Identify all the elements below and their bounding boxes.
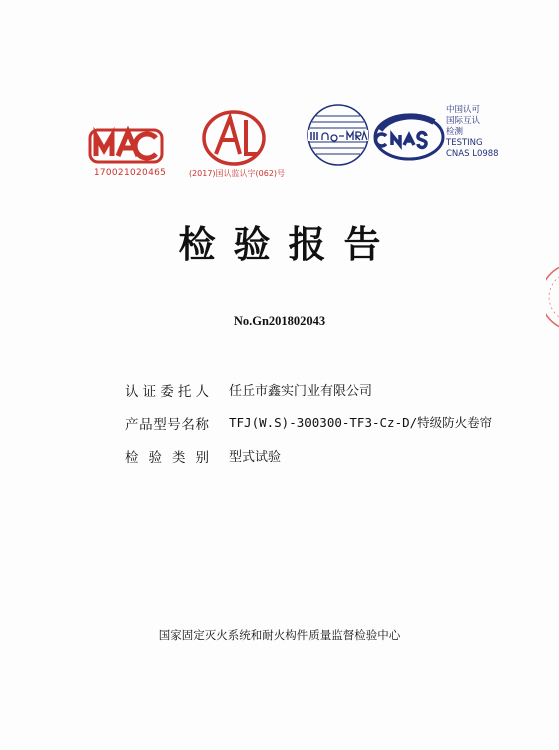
field-label-inspection-type	[125, 446, 209, 466]
cma-code: 170021020465	[93, 168, 167, 178]
cma-logo	[88, 120, 164, 172]
label-char: 产	[125, 417, 139, 433]
label-char: 委	[160, 384, 174, 400]
label-char: 称	[195, 417, 209, 433]
document-title: 检验报告	[178, 223, 399, 266]
label-char: 名	[181, 417, 195, 433]
cnas-accreditation-text	[446, 105, 499, 160]
field-value-inspection-type: 型式试验	[229, 450, 282, 465]
report-number: No.Gn201802043	[233, 314, 326, 328]
partial-seal-stamp	[546, 262, 559, 332]
label-char: 证	[142, 384, 157, 400]
label-char: 型	[153, 417, 167, 433]
cal-logo	[200, 108, 268, 168]
cnas-line: TESTING	[446, 138, 483, 148]
field-value-product: TFJ(W.S)-300300-TF3-Cz-D/特级防火卷帘	[229, 415, 493, 430]
label-char: 认	[125, 384, 139, 400]
field-label-product	[125, 413, 209, 433]
label-char: 品	[139, 417, 153, 433]
label-char: 类	[172, 450, 186, 466]
label-char: 托	[177, 384, 192, 400]
label-char: 人	[195, 384, 209, 400]
cnas-line: CNAS L0988	[446, 149, 499, 159]
field-value-client: 任丘市鑫实门业有限公司	[229, 384, 373, 399]
cnas-line: 国际互认	[446, 116, 481, 126]
label-char: 别	[195, 450, 209, 466]
cnas-line: 检测	[446, 127, 464, 137]
ilac-mra-logo	[302, 102, 374, 168]
cnas-line: 中国认可	[446, 105, 481, 115]
cal-code: (2017)国认监认字(062)号	[188, 169, 286, 178]
label-char: 检	[125, 450, 139, 466]
cnas-logo	[372, 112, 446, 162]
label-char: 号	[167, 417, 181, 433]
field-label-client	[125, 380, 209, 400]
issuing-organization: 国家固定灭火系统和耐火构件质量监督检验中心	[158, 628, 401, 642]
label-char: 验	[148, 450, 162, 466]
